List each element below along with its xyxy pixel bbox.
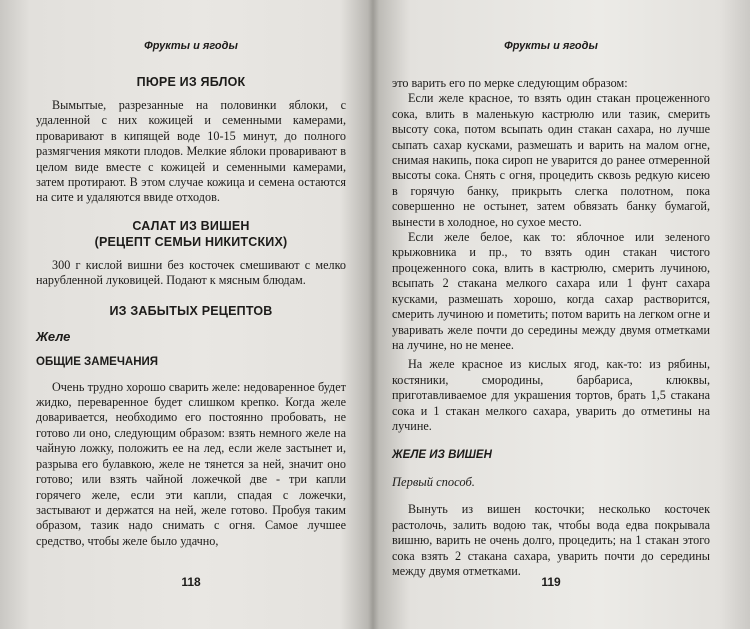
heading-cherry-salad: САЛАТ ИЗ ВИШЕН [132, 218, 250, 233]
paragraph-general-remarks: Очень трудно хорошо сварить желе: недоваренное будет жидко, переваренное будет слишком крепко. Когда желе доваривается, необходимо его постоянно пробовать, не готово ли оно, следующим образом: взять немного желе на чайную ложку, положить ее на лед, если желе застынет и, разрыва его булавкою, желе не тянется за ней, значит оно готово; или взять чайной ложечкой две - три капли горячего желе, если эти капли, спадая с ложечки, застывают и держатся на ней, желе готово. Пробуя таким образом, тазик надо снимать с огня. Самое лучшее средство, чтобы желе было удачно, [36, 379, 346, 548]
running-head: Фрукты и ягоды [144, 40, 238, 52]
heading-jelly: Желе [36, 328, 71, 344]
paragraph-continuation: это варить его по мерке следующим образом: [392, 76, 628, 90]
heading-cherry-salad-subtitle: (РЕЦЕПТ СЕМЬИ НИКИТСКИХ) [94, 234, 288, 249]
right-page [392, 0, 710, 629]
page-body [392, 76, 710, 579]
page-body [36, 74, 346, 549]
heading-general-remarks: ОБЩИЕ ЗАМЕЧАНИЯ [36, 355, 159, 368]
paragraph-cherry-salad: 300 г кислой вишни без косточек смешивают с мелко нарубленной луковицей. Подают к мясным блюдам. [36, 257, 346, 288]
paragraph-sour-berries: На желе красное из кислых ягод, как-то: из рябины, костяники, смородины, барбариса, клюквы, приготавливаемое для украшения тортов, брать 1,5 стакана сока и 1 стакан мелкого сахара, уварить до отметины на лучине. [392, 357, 710, 433]
page-number: 118 [181, 575, 201, 589]
left-page [36, 0, 346, 629]
paragraph-apple-puree: Вымытые, разрезанные на половинки яблоки, с удаленной с них кожицей и семенными камерами, проваривают в кипящей воде 10-15 минут, до полного размягчения мякоти плодов. Мелкие яблоки проваривают в целом виде вместе с кожицей и семенными камерами, затем протирают. В этом случае кожица и семена остаются на сите и удаляются ввиде отходов. [36, 98, 346, 205]
paragraph-red-jelly: Если желе красное, то взять один стакан процеженного сока, влить в маленькую кастрюлю или тазик, смерить высоту сока, потом всыпать один стакан сахара, но лучше сыпать сахар кусками, размешать и варить на малом огне, снимая накипь, пока сироп не уварится до ранее отмеренной высоты сока. Снять с огня, процедить сквозь редкую кисею в горячую банку, прикрыть слегка полотном, пока совершенно не остынет, затем обвязать банку бумагой, вынести в холодное, но сухое место. [392, 91, 710, 229]
running-head: Фрукты и ягоды [504, 40, 598, 52]
heading-apple-puree: ПЮРЕ ИЗ ЯБЛОК [136, 75, 246, 89]
heading-forgotten-recipes: ИЗ ЗАБЫТЫХ РЕЦЕПТОВ [109, 303, 273, 318]
paragraph-first-method: Вынуть из вишен косточки; несколько косточек растолочь, залить водою так, чтобы вода едва покрывала вишню, варить не очень долго, процедить; на 1 стакан этого сока взять 2 стакана сахара, уварить почти до середины между двумя отметками. [392, 502, 710, 578]
page-number: 119 [541, 575, 561, 589]
heading-first-method: Первый способ. [392, 475, 475, 490]
paragraph-white-jelly: Если желе белое, как то: яблочное или зеленого крыжовника и пр., то взять один стакан чистого процеженного сока, влить в кастрюлю, смерить лучиною, всыпать 2 стакана мелкого сахара или 1 фунт сахара кусками, размешать хорошо, когда сахар растворится, смерить лучиною и пометить; потом варить на легком огне и уваривать желе почти до середины между двумя отметками на лучине, но не менее. [392, 230, 710, 352]
heading-cherry-jelly: ЖЕЛЕ ИЗ ВИШЕН [392, 449, 492, 462]
